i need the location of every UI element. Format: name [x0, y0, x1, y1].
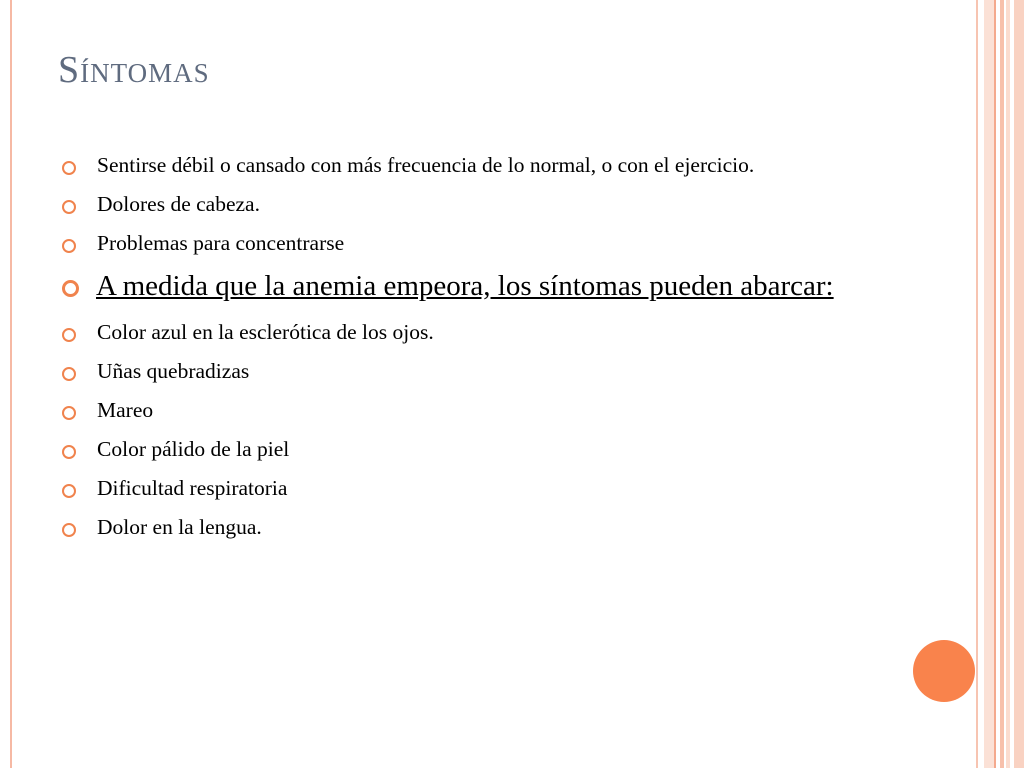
bullet-item: [62, 473, 862, 504]
bullet-item-emphasis: [62, 267, 862, 305]
bullet-text: Sentirse débil o cansado con más frecuencia de lo normal, o con el ejercicio.: [97, 153, 755, 177]
bullet-item: [62, 150, 862, 181]
bullet-item: [62, 317, 862, 348]
bullet-text: Dolores de cabeza.: [97, 192, 260, 216]
bullet-ring-icon: [62, 484, 76, 498]
bullet-text: Mareo: [97, 398, 154, 422]
bullet-item: [62, 395, 862, 426]
bullet-ring-icon: [62, 161, 76, 175]
bullet-item: [62, 434, 862, 465]
stripe: [1006, 0, 1010, 768]
bullet-text: Dificultad respiratoria: [97, 476, 288, 500]
bullet-ring-icon: [62, 406, 76, 420]
bullet-item: [62, 356, 862, 387]
bullet-ring-icon: [62, 445, 76, 459]
bullet-text-emphasis: A medida que la anemia empeora, los síntomas pueden abarcar:: [96, 270, 834, 302]
bullet-text: Dolor en la lengua.: [97, 515, 262, 539]
bullet-text: Problemas para concentrarse: [97, 231, 345, 255]
bullet-text: Color pálido de la piel: [97, 437, 290, 461]
bullet-ring-icon: [62, 280, 79, 297]
bullet-list: [62, 150, 862, 551]
stripe: [1014, 0, 1024, 768]
bullet-item: [62, 512, 862, 543]
bullet-text: Color azul en la esclerótica de los ojos.: [97, 320, 434, 344]
slide-title: Síntomas: [58, 49, 210, 91]
stripe: [976, 0, 978, 768]
orange-circle-decoration: [913, 640, 975, 702]
bullet-text: Uñas quebradizas: [97, 359, 250, 383]
stripe: [984, 0, 994, 768]
stripe: [994, 0, 996, 768]
bullet-ring-icon: [62, 523, 76, 537]
bullet-ring-icon: [62, 200, 76, 214]
bullet-item: [62, 228, 862, 259]
bullet-ring-icon: [62, 367, 76, 381]
left-border-decoration: [0, 0, 12, 768]
stripe: [1000, 0, 1004, 768]
right-stripes-decoration: [976, 0, 1024, 768]
bullet-item: [62, 189, 862, 220]
bullet-ring-icon: [62, 328, 76, 342]
bullet-ring-icon: [62, 239, 76, 253]
